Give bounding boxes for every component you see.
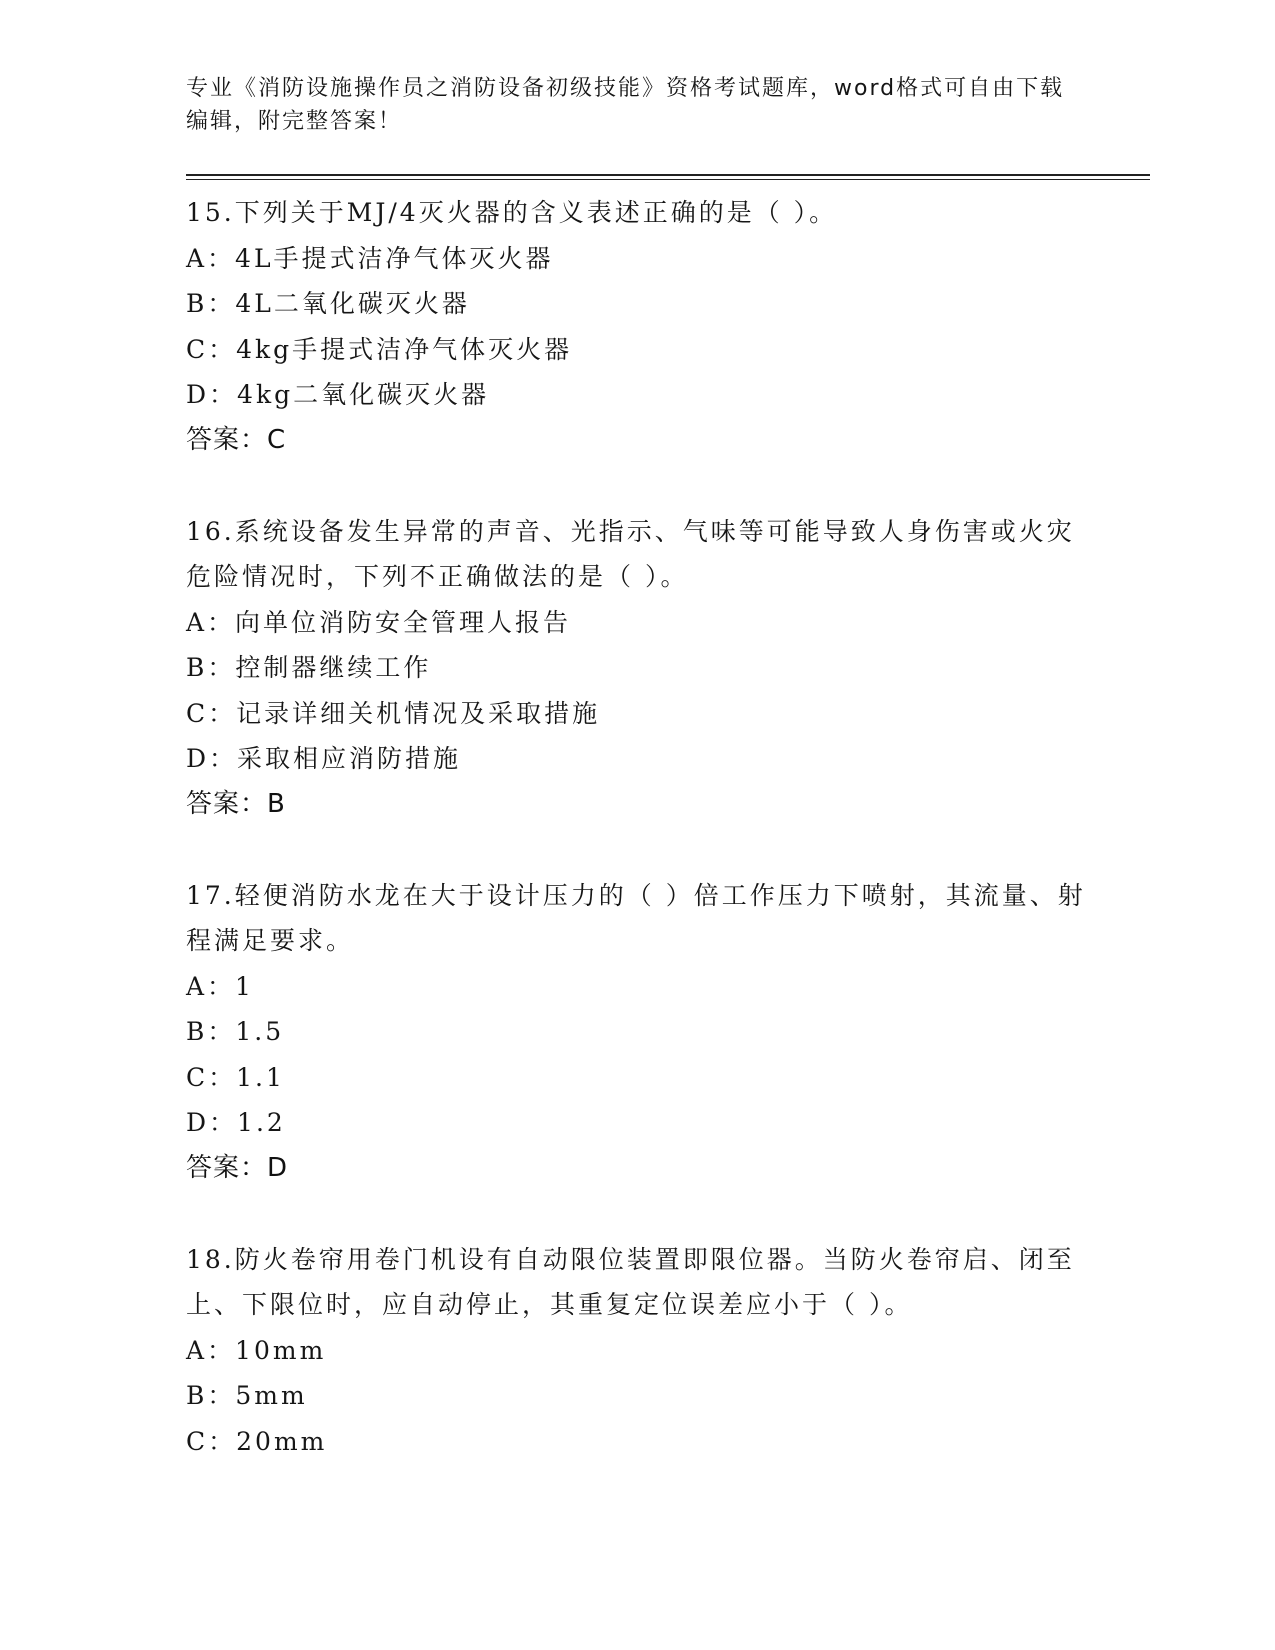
- option-c: C：记录详细关机情况及采取措施: [186, 698, 601, 728]
- question-16: [186, 509, 1086, 828]
- option-d: D：4kg二氧化碳灭火器: [186, 380, 490, 409]
- option-a: A：1: [186, 971, 254, 1001]
- answer-line: 答案：D: [186, 1152, 289, 1183]
- option-a: A：向单位消防安全管理人报告: [186, 607, 572, 637]
- header-text: 专业《消防设施操作员之消防设备初级技能》资格考试题库，word格式可自由下载编辑，附完整答案！: [186, 76, 1065, 134]
- question-17: [186, 873, 1086, 1192]
- question-list: [186, 190, 1086, 1464]
- question-15: [186, 190, 1086, 463]
- document-header: [186, 72, 1066, 138]
- question-spacer: [186, 827, 1086, 873]
- answer-line: 答案：B: [186, 788, 286, 819]
- option-b: B：4L二氧化碳灭火器: [186, 289, 470, 318]
- question-stem: 18.防火卷帘用卷门机设有自动限位装置即限位器。当防火卷帘启、闭至上、下限位时，应自动停止，其重复定位误差应小于（ ）。: [186, 1244, 1075, 1319]
- question-stem: 17.轻便消防水龙在大于设计压力的（ ）倍工作压力下喷射，其流量、射程满足要求。: [186, 880, 1086, 955]
- question-stem: 15.下列关于MJ/4灭火器的含义表述正确的是（ ）。: [186, 198, 838, 227]
- question-stem: 16.系统设备发生异常的声音、光指示、气味等可能导致人身伤害或火灾危险情况时，下列不正确做法的是（ ）。: [186, 516, 1075, 591]
- answer-line: 答案：C: [186, 424, 287, 455]
- option-b: B：控制器继续工作: [186, 653, 432, 682]
- option-a: A：10mm: [186, 1335, 327, 1365]
- header-divider-thin: [186, 179, 1150, 180]
- option-b: B：1.5: [186, 1017, 285, 1046]
- option-c: C：4kg手提式洁净气体灭火器: [186, 334, 573, 364]
- header-divider: [186, 174, 1150, 176]
- option-b: B：5mm: [186, 1381, 308, 1410]
- option-c: C：20mm: [186, 1426, 328, 1456]
- question-spacer: [186, 463, 1086, 509]
- question-spacer: [186, 1191, 1086, 1237]
- option-a: A：4L手提式洁净气体灭火器: [186, 243, 554, 273]
- option-c: C：1.1: [186, 1062, 285, 1092]
- question-18: [186, 1237, 1086, 1465]
- option-d: D：1.2: [186, 1108, 286, 1137]
- option-d: D：采取相应消防措施: [186, 744, 462, 773]
